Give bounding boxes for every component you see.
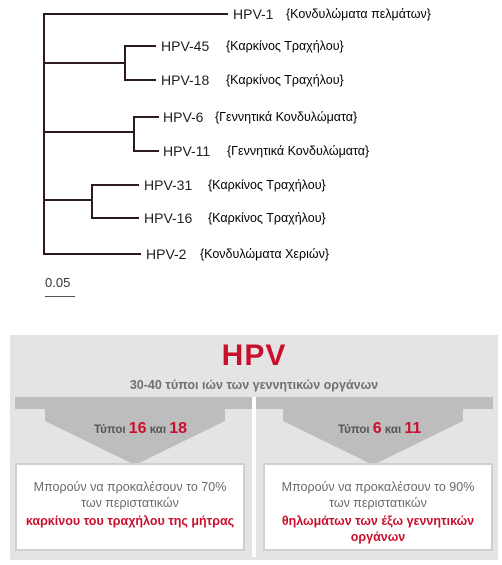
right-info-card: [263, 463, 493, 551]
leaf-hpv-18-disease: {Καρκίνος Τραχήλου}: [226, 73, 344, 87]
left-type-16: 16: [128, 420, 147, 437]
left-card-emphasis: καρκίνου του τραχήλου της μήτρας: [25, 514, 235, 528]
leaf-hpv-16-disease: {Καρκίνος Τραχήλου}: [208, 211, 326, 225]
hpv-info-panel: [10, 335, 498, 560]
left-card-text-1: Μπορούν να προκαλέσουν το 70%: [33, 480, 227, 494]
right-types-label: [338, 420, 421, 438]
leaf-hpv-1-name: HPV-1: [233, 6, 274, 22]
panel-divider: [252, 397, 256, 557]
left-card-text-2: των περιστατικών: [81, 496, 179, 510]
scale-bar-line: [45, 296, 75, 297]
right-types-conj: και: [384, 424, 402, 436]
left-info-card: [15, 463, 245, 551]
right-type-6: 6: [372, 420, 382, 437]
leaf-hpv-1-disease: {Κονδυλώματα πελμάτων}: [286, 7, 431, 21]
panel-title: HPV: [221, 339, 287, 372]
right-card-text-2: των περιστατικών: [329, 496, 427, 510]
leaf-hpv-11-name: HPV-11: [163, 143, 211, 159]
leaf-hpv-11-disease: {Γεννητικά Κονδυλώματα}: [227, 144, 370, 158]
leaf-hpv-31-disease: {Καρκίνος Τραχήλου}: [208, 178, 326, 192]
leaf-hpv-6-name: HPV-6: [163, 109, 204, 125]
left-types-conj: και: [149, 424, 167, 436]
right-card-emphasis-2: οργάνων: [350, 530, 406, 544]
leaf-hpv-2-disease: {Κονδυλώματα Χεριών}: [200, 247, 330, 261]
right-type-11: 11: [404, 420, 422, 437]
left-type-18: 18: [169, 420, 188, 437]
leaf-hpv-18-name: HPV-18: [161, 72, 210, 88]
panel-subtitle: 30-40 τύποι ιών των γεννητικών οργάνων: [129, 378, 379, 392]
leaf-hpv-2-name: HPV-2: [146, 246, 187, 262]
leaf-hpv-45-name: HPV-45: [161, 38, 210, 54]
leaf-hpv-31-name: HPV-31: [144, 177, 193, 193]
left-types-label: [94, 420, 187, 438]
right-card-emphasis-1: θηλωμάτων των έξω γεννητικών: [281, 514, 475, 528]
leaf-hpv-16-name: HPV-16: [144, 210, 193, 226]
left-types-prefix: Τύποι: [94, 424, 126, 436]
leaf-hpv-45-disease: {Καρκίνος Τραχήλου}: [226, 39, 344, 53]
scale-bar-label: 0.05: [45, 275, 71, 290]
leaf-hpv-6-disease: {Γεννητικά Κονδυλώματα}: [215, 110, 358, 124]
right-card-text-1: Μπορούν να προκαλέσουν το 90%: [281, 480, 475, 494]
right-types-prefix: Τύποι: [338, 424, 370, 436]
